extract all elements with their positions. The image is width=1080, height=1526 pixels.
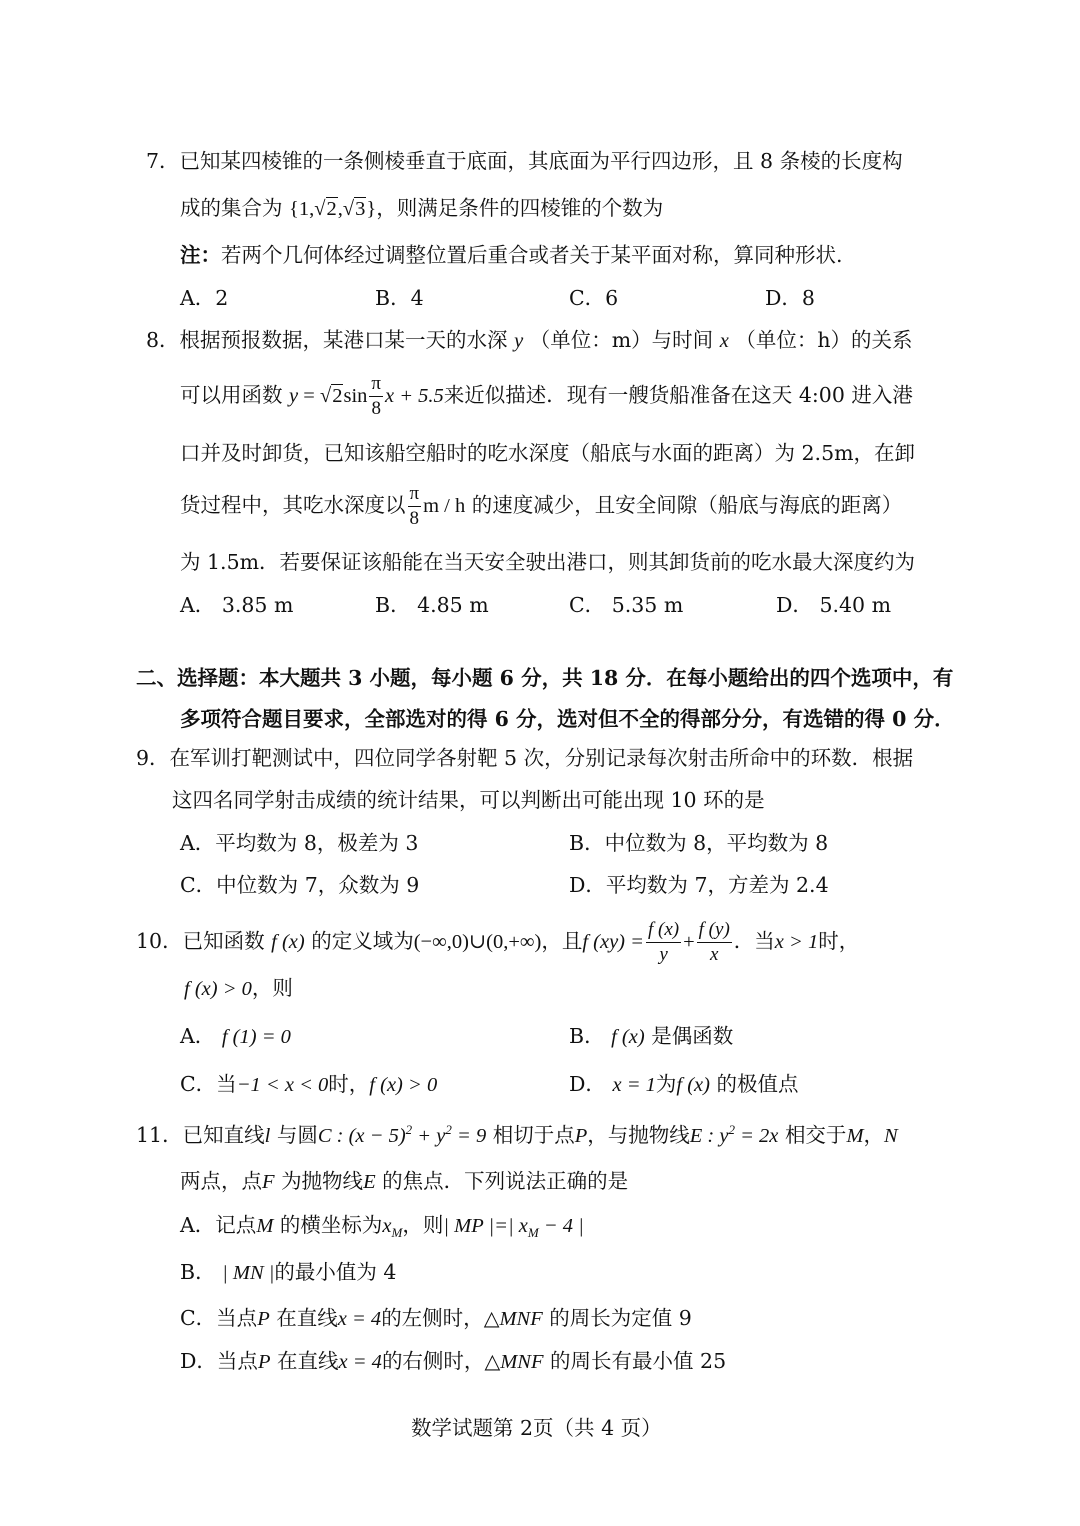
q11-option-c: C．当点P 在直线x = 4的左侧时，△MNF 的周长为定值 9 <box>180 1306 692 1330</box>
q8-line1: 8．根据预报数据，某港口某一天的水深 y （单位：m）与时间 x （单位：h）的关系 <box>146 328 913 352</box>
q11-line2: 两点，点F 为抛物线E 的焦点．下列说法正确的是 <box>180 1169 629 1193</box>
q7-option-c: C．6 <box>569 286 619 310</box>
q8-line5: 为 1.5m．若要保证该船能在当天安全驶出港口，则其卸货前的吃水最大深度约为 <box>180 550 916 574</box>
q9-option-c: C．中位数为 7，众数为 9 <box>180 873 420 897</box>
q11-line1: 11．已知直线l 与圆C : $(x - 5)^2 + y^2 = 9$ 相切于点P，与抛物线E : $y^2 = 2x$ 相交于M，N <box>136 1122 898 1147</box>
q7-option-a: A．2 <box>180 286 229 310</box>
q8-option-b: B． 4.85 m <box>375 593 489 617</box>
q8-line2: 可以用函数 y = √2sin $\frac{\pi}{8}$ x + 5.5来近似描述．现有一艘货船准备在这天 4:00 进入港 <box>180 373 913 419</box>
q8-line3: 口并及时卸货，已知该船空船时的吃水深度（船底与水面的距离）为 2.5m，在卸 <box>180 441 916 465</box>
q10-number: 10． <box>136 928 183 953</box>
q8-option-d: D． 5.40 m <box>776 593 892 617</box>
q7-note <box>180 245 843 266</box>
q8-number: 8． <box>146 328 180 352</box>
q11-option-d: D．当点P 在直线x = 4的右侧时，△MNF 的周长有最小值 25 <box>180 1349 727 1373</box>
q9-line1: 9．在军训打靶测试中，四位同学各射靶 5 次，分别记录每次射击所命中的环数．根据 <box>136 746 914 770</box>
q9-option-b: B．中位数为 8，平均数为 8 <box>569 831 829 855</box>
q10-line1: 10．已知函数 f (x) 的定义域为(−∞,0)∪(0,+∞)，且f (xy) = $\frac{f (x)}{y}$ + $\frac{f (y)}{x}$ ．当x > 1时， <box>136 919 860 965</box>
q7-stem-2b: ，则满足条件的四棱锥的个数为 <box>376 196 664 220</box>
q11-option-b: B． | MN |的最小值为 4 <box>180 1260 397 1284</box>
q7-number: 7． <box>146 149 180 173</box>
q8-rate-frac: $\frac{\pi}{8}$ <box>409 483 420 529</box>
q7-stem-2a: 成的集合为 <box>180 196 283 220</box>
q8-pi-over-8: $\frac{\pi}{8}$ <box>371 373 381 419</box>
q11-option-a: A．记点M 的横坐标为$x_M$，则| MP |=| $x_M - 4$ | <box>180 1213 584 1240</box>
q10-line2: f (x) > 0，则 <box>184 976 293 1000</box>
q10-option-c: C．当−1 < x < 0时，f (x) > 0 <box>180 1072 438 1096</box>
q9-number: 9． <box>136 746 170 770</box>
q9-line2: 这四名同学射击成绩的统计结果，可以判断出可能出现 10 环的是 <box>172 788 765 812</box>
q9-option-a: A．平均数为 8，极差为 3 <box>180 831 419 855</box>
page-footer: 数学试题第 2页（共 4 页） <box>411 1416 662 1440</box>
q7-line1 <box>146 151 903 172</box>
q7-note-text: 若两个几何体经过调整位置后重合或者关于某平面对称，算同种形状. <box>221 243 843 267</box>
q8-option-c: C． 5.35 m <box>569 593 684 617</box>
q7-stem-1: 已知某四棱锥的一条侧棱垂直于底面，其底面为平行四边形，且 8 条棱的长度构 <box>179 149 903 173</box>
q7-line2 <box>180 198 663 220</box>
q7-option-b: B．4 <box>375 286 424 310</box>
q8-line4: 货过程中，其吃水深度以 $\frac{\pi}{8}$ m / h 的速度减少，且安全间隙（船底与海底的距离） <box>180 483 903 529</box>
q8-option-a: A． 3.85 m <box>180 593 294 617</box>
q9-option-d: D．平均数为 7，方差为 2.4 <box>569 873 829 897</box>
q10-frac-1: $\frac{f (x)}{y}$ <box>647 919 680 965</box>
q10-frac-2: $\frac{f (y)}{x}$ <box>698 919 730 965</box>
q7-set: {1,√2,√3} <box>289 198 377 220</box>
q7-note-label: 注： <box>180 243 221 267</box>
q10-option-a: A． f (1) = 0 <box>180 1024 291 1048</box>
q10-option-d: D． x = 1为f (x) 的极值点 <box>569 1072 799 1096</box>
q10-option-b: B． f (x) 是偶函数 <box>569 1024 734 1048</box>
section2-heading-line2: 多项符合题目要求，全部选对的得 6 分，选对但不全的得部分分，有选错的得 0 分． <box>180 707 955 731</box>
q7-option-d: D．8 <box>765 286 815 310</box>
q11-number: 11． <box>136 1123 183 1147</box>
section2-heading-line1: 二、选择题：本大题共 3 小题，每小题 6 分，共 18 分．在每小题给出的四个选项中，有 <box>136 666 954 690</box>
